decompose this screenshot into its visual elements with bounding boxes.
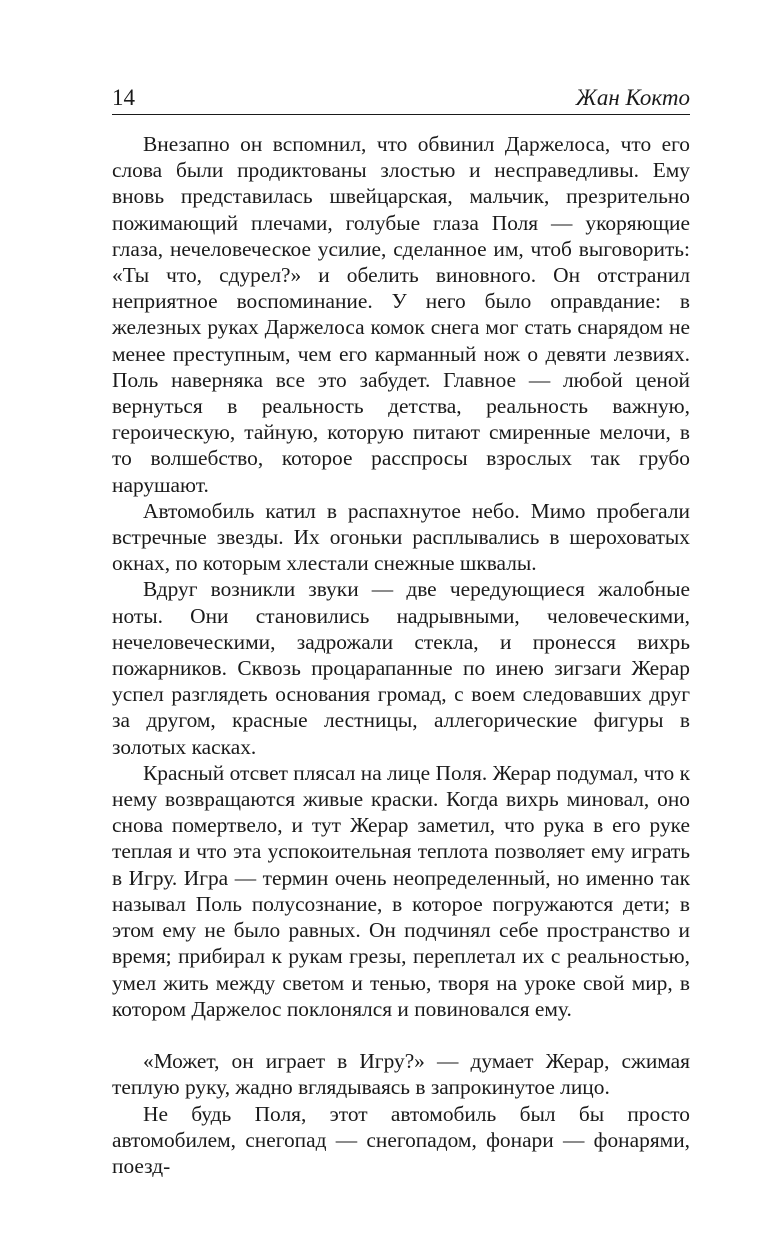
page-number: 14 [112, 85, 135, 110]
paragraph: Красный отсвет плясал на лице Поля. Жерар подумал, что к нему возвращаются живые краски. Когда вихрь миновал, оно снова помертвело, и тут Жерар заметил, что рука в его руке теплая и что эта успокоительная теплота позволяет ему играть в Игру. Игра — термин очень неопределенный, но именно так называл Поль полусознание, в которое погружаются дети; в этом ему не было равных. Он подчинял себе пространство и время; прибирал к рукам грезы, переплетал их с реальностью, умел жить между светом и тенью, творя на уроке свой мир, в котором Даржелос поклонялся и повиновался ему. [112, 760, 690, 1021]
paragraph: «Может, он играет в Игру?» — думает Жерар, сжимая теплую руку, жадно вглядываясь в запрокинутое лицо. [112, 1049, 690, 1100]
page-header [112, 80, 690, 115]
page-body [112, 131, 690, 1179]
paragraph: Не будь Поля, этот автомобиль был бы просто автомобилем, снегопад — снегопадом, фонари — фонарями, поезд- [112, 1101, 690, 1178]
paragraph: Автомобиль катил в распахнутое небо. Мимо пробегали встречные звезды. Их огоньки расплывались в шероховатых окнах, по которым хлестали снежные шквалы. [112, 498, 690, 576]
book-page [112, 80, 690, 1179]
section-break [112, 1022, 690, 1048]
running-head-author: Жан Кокто [575, 85, 690, 110]
paragraph: Вдруг возникли звуки — две чередующиеся жалобные ноты. Они становились надрывными, человеческими, нечеловеческими, задрожали стекла, и пронесся вихрь пожарников. Сквозь процарапанные по инею зигзаги Жерар успел разглядеть основания громад, с воем следовавших друг за другом, красные лестницы, аллегорические фигуры в золотых касках. [112, 577, 690, 759]
paragraph: Внезапно он вспомнил, что обвинил Даржелоса, что его слова были продиктованы злостью и несправедливы. Ему вновь представилась швейцарская, мальчик, презрительно пожимающий плечами, голубые глаза Поля — укоряющие глаза, нечеловеческое усилие, сделанное им, чтоб выговорить: «Ты что, сдурел?» и обелить виновного. Он отстранил неприятное воспоминание. У него было оправдание: в железных руках Даржелоса комок снега мог стать снарядом не менее преступным, чем его карманный нож о девяти лезвиях. Поль наверняка все это забудет. Главное — любой ценой вернуться в реальность детства, реальность важную, героическую, тайную, которую питают смиренные мелочи, в то волшебство, которое расспросы взрослых так грубо нарушают. [112, 132, 690, 497]
